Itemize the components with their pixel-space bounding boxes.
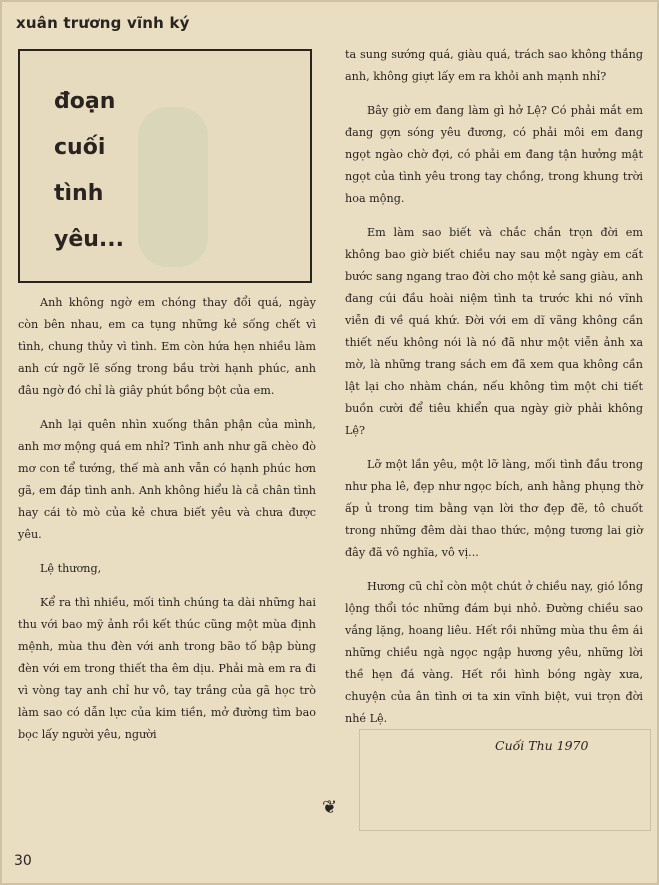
title-line-2: cuối xyxy=(54,135,106,160)
right-column xyxy=(345,44,643,742)
title-line-1: đoạn xyxy=(54,89,116,114)
paragraph: Hương cũ chỉ còn một chút ở chiều nay, gió lồng lộng thổi tóc những đám bụi nhỏ. Đường chiều sao vắng lặng, hoang liêu. Hết rồi những mùa thu êm ái những chiều ngà ngọc ngập hương yêu, những lời thề hẹn đá vàng. Hết rồi hình bóng ngày xưa, chuyện của ân tình ơi ta xin vĩnh biệt, vui trọn đời nhé Lệ. xyxy=(345,580,643,725)
paragraph: Bây giờ em đang làm gì hở Lệ? Có phải mắt em đang gợn sóng yêu đương, có phải môi em đang ngọt ngào chờ đợi, có phải em đang tận hưởng mật ngọt của tình yêu trong tay chồng, trong khung trời hoa mộng. xyxy=(345,104,643,205)
ornament-icon: ❦ xyxy=(322,797,338,818)
paragraph: ta sung sướng quá, giàu quá, trách sao không thắng anh, không giựt lấy em ra khỏi anh mạnh nhỉ? xyxy=(345,48,643,83)
paragraph: Lệ thương, xyxy=(40,562,102,575)
faint-illustration xyxy=(138,107,208,267)
paragraph: Em làm sao biết và chắc chắn trọn đời em không bao giờ biết chiều nay sau một ngày em cất bước sang ngang trao đời cho một kẻ sang giàu, anh đang cúi đầu hoài niệm tình ta trước khi nó vĩnh viễn đi về quá khứ. Đời với em dĩ vãng không cần thiết nếu không nói là nó đã như một viễn ảnh xa mờ, là những trang sách em đã xem qua không cần lật lại cho nhàm chán, nếu không tìm một chi tiết buồn cười để tiêu khiển qua ngày giờ phải không Lệ? xyxy=(345,226,643,437)
left-column xyxy=(18,292,316,758)
paragraph: Lỡ một lần yêu, một lỡ làng, mối tình đầu trong như pha lê, đẹp như ngọc bích, anh hằng phụng thờ ấp ủ trong tim bằng vạn lời thơ đẹp đẽ, tô chuốt trong những đêm dài thao thức, mộng tương lai giờ đây đã vô nghĩa, vô vị... xyxy=(345,458,643,559)
paragraph: Anh lại quên nhìn xuống thân phận của mình, anh mơ mộng quá em nhỉ? Tình anh như gã chèo đò mơ con tể tướng, thế mà anh vẫn có hạnh phúc hơn gã, em đáp tình anh. Anh không hiểu là cả chân tình hay cái tò mò của kẻ chưa biết yêu và chưa được yêu. xyxy=(18,418,316,541)
title-line-3: tình xyxy=(54,181,104,206)
page-number: 30 xyxy=(14,853,32,869)
title-line-4: yêu... xyxy=(54,227,124,252)
paragraph: Anh không ngờ em chóng thay đổi quá, ngày còn bên nhau, em ca tụng những kẻ sống chết vì tình, chung thủy vì tình. Em còn hứa hẹn nhiều làm anh cứ ngỡ lẽ sống trong bầu trời hạnh phúc, anh đâu ngờ đó chỉ là giây phút bồng bột của em. xyxy=(18,296,316,397)
paragraph: Kể ra thì nhiều, mối tình chúng ta dài những hai thu với bao mỹ ảnh rồi kết thúc cũng một mùa định mệnh, mùa thu đèn với anh trong bão tố bập bùng đèn với em trong thiết tha êm dịu. Phải mà em ra đi vì vòng tay anh chỉ hư vô, tay trắng của gã học trò làm sao có dẫn lực của kim tiền, mở đường tìm bao bọc lấy người yêu, người xyxy=(18,596,316,741)
author-name: xuân trương vĩnh ký xyxy=(16,14,190,32)
signature-date: Cuối Thu 1970 xyxy=(495,738,589,753)
title-box xyxy=(18,49,312,283)
